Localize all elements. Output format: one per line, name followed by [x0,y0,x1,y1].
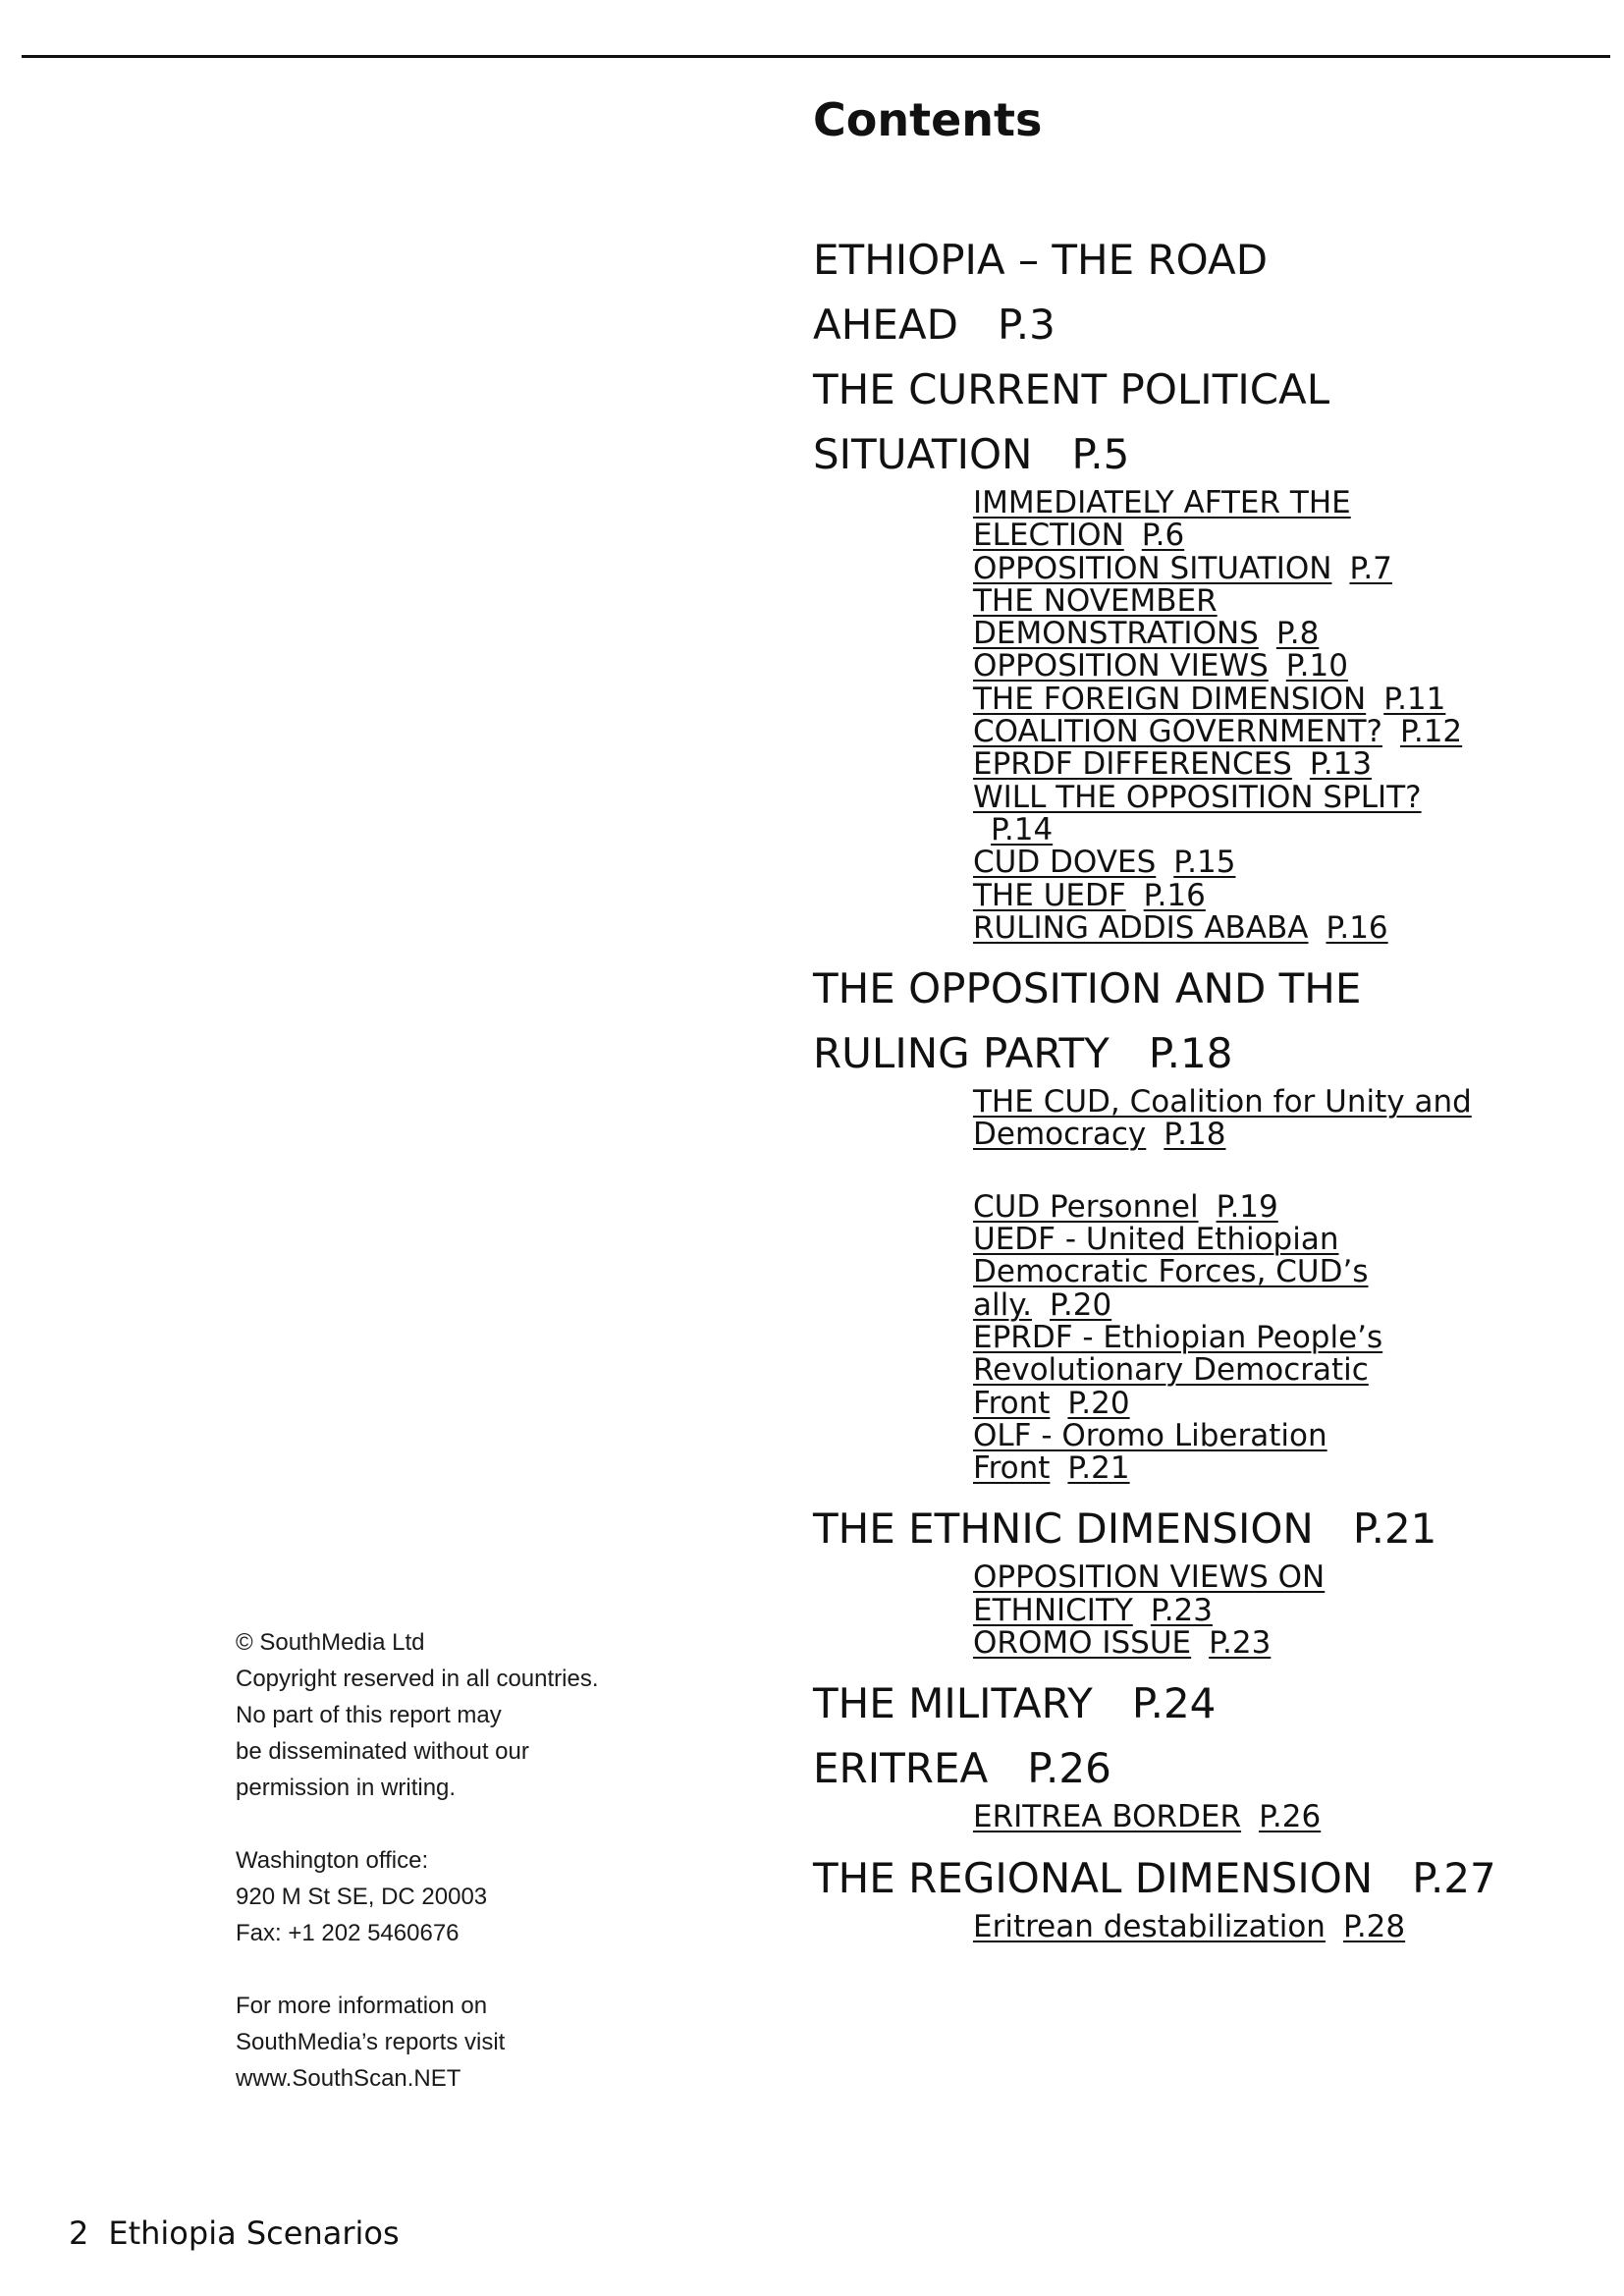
toc-subsection-label: THE FOREIGN DIMENSION [973,681,1367,717]
toc-subsection-page: P.10 [1285,648,1348,684]
info-block [236,1988,746,2097]
rights-line: Copyright reserved in all countries. [236,1666,599,1692]
toc-section-page: P.3 [997,301,1056,349]
toc-subsection-label: IMMEDIATELY AFTER THE ELECTION [973,485,1351,554]
toc-subsection-link[interactable] [973,582,1484,652]
toc-subsection-link[interactable] [973,748,1484,781]
toc-subsection-label: OPPOSITION SITUATION [973,550,1332,586]
toc-subsection-label: COALITION GOVERNMENT? [973,714,1382,750]
toc-subsection-link[interactable] [973,847,1484,879]
toc-subsection-link[interactable] [973,1908,1484,1944]
toc-subsection-link[interactable] [973,550,1484,586]
toc-subsection-label: RULING ADDIS ABABA [973,909,1309,946]
toc-subsection-label: THE CUD, Coalition for Unity and Democracy [973,1084,1472,1153]
toc-subsection-label: OPPOSITION VIEWS ON ETHNICITY [973,1559,1326,1628]
office-block [236,1842,746,1951]
toc-subsection-label: CUD DOVES [973,845,1157,881]
toc-subsection-page: P.20 [1050,1286,1112,1323]
rights-line: permission in writing. [236,1775,457,1801]
office-fax: Fax: +1 202 5460676 [236,1920,460,1946]
toc-subsection-label: EPRDF - Ethiopian People’s Revolutionary Democratic Front [973,1319,1383,1421]
toc-section-title: THE MILITARY [813,1679,1093,1728]
table-of-contents [813,228,1618,1955]
toc-subsection-page: P.26 [1259,1799,1322,1835]
toc-subsection-page: P.20 [1067,1385,1130,1421]
toc-subsection-label: CUD Personnel [973,1188,1199,1225]
toc-subsection-link[interactable] [973,1561,1484,1627]
toc-subsection-label: THE UEDF [973,877,1126,913]
toc-section[interactable] [813,1497,1500,1561]
copyright-line: © SouthMedia Ltd [236,1629,425,1656]
toc-subsection-link[interactable] [973,1086,1484,1152]
toc-subsection-list [813,1561,1618,1660]
toc-subsection-page: P.18 [1164,1117,1226,1153]
toc-subsection-page: P.6 [1141,518,1185,554]
toc-subsection-page: P.12 [1399,714,1463,750]
toc-subsection-label: OPPOSITION VIEWS [973,648,1269,684]
page-number: 2 [69,2214,89,2252]
toc-subsection-link[interactable] [973,487,1484,553]
toc-subsection-page: P.7 [1349,550,1392,586]
toc-subsection-page: P.11 [1383,681,1446,717]
toc-section-page: P.18 [1148,1029,1233,1078]
toc-subsection-list [813,1908,1618,1944]
toc-subsection-label: Eritrean destabilization [973,1908,1326,1944]
rights-line: No part of this report may [236,1702,502,1728]
toc-subsection-page: P.23 [1209,1625,1272,1662]
toc-subsection-label: EPRDF DIFFERENCES [973,746,1292,783]
toc-section-page: P.27 [1412,1853,1496,1902]
toc-section-page: P.26 [1027,1744,1111,1793]
toc-subsection-label: OROMO ISSUE [973,1625,1192,1662]
toc-subsection-page: P.28 [1342,1908,1406,1944]
toc-subsection-link[interactable] [973,1801,1484,1833]
toc-section[interactable] [813,357,1422,487]
toc-subsection-page: P.16 [1326,909,1388,946]
publisher-credits [236,1624,746,2133]
toc-subsection-label: UEDF - United Ethiopian Democratic Forces, CUD’s ally. [973,1222,1369,1323]
toc-section-title: THE REGIONAL DIMENSION [813,1853,1374,1902]
copyright-block [236,1624,746,1806]
toc-subsection-page: P.8 [1275,616,1320,652]
toc-subsection-page: P.13 [1309,746,1373,783]
toc-subsection-label: THE NOVEMBER DEMONSTRATIONS [973,582,1259,652]
toc-section-title: THE CURRENT POLITICAL SITUATION [813,365,1330,478]
office-label: Washington office: [236,1847,429,1874]
toc-section-page: P.5 [1071,430,1130,478]
toc-section-page: P.24 [1131,1679,1217,1728]
toc-subsection-link[interactable] [973,1417,1484,1487]
toc-section-title: ERITREA [813,1744,989,1793]
toc-subsection-list [813,1801,1618,1833]
toc-subsection-label: OLF - Oromo Liberation Front [973,1417,1327,1487]
toc-section-page: P.21 [1352,1504,1437,1554]
toc-section-title: THE OPPOSITION AND THE RULING PARTY [813,964,1362,1078]
info-line: SouthMedia’s reports visit [236,2029,506,2055]
toc-subsection-page: P.19 [1216,1188,1278,1225]
toc-section[interactable] [813,1846,1500,1911]
toc-subsection-list [813,1086,1618,1485]
top-rule [22,55,1610,58]
toc-subsection-page: P.21 [1067,1450,1130,1487]
toc-subsection-link[interactable] [973,683,1484,716]
toc-section[interactable] [813,1736,1422,1801]
toc-subsection-link[interactable] [973,909,1484,946]
toc-subsection-link[interactable] [973,779,1484,847]
toc-subsection-link[interactable] [973,1188,1484,1225]
toc-subsection-link[interactable] [973,716,1484,748]
toc-section[interactable] [813,1671,1422,1736]
office-address: 920 M St SE, DC 20003 [236,1884,488,1910]
toc-subsection-page: P.16 [1143,877,1206,913]
website-link[interactable]: www.SouthScan.NET [236,2065,461,2092]
toc-spacer [813,1152,1618,1191]
publication-title: Ethiopia Scenarios [108,2214,400,2252]
toc-subsection-page: P.14 [991,811,1054,847]
toc-section-title: ETHIOPIA – THE ROAD AHEAD [813,236,1269,349]
toc-subsection-list [813,487,1618,945]
rights-line: be disseminated without our [236,1738,529,1765]
toc-subsection-label: ERITREA BORDER [973,1799,1242,1835]
toc-subsection-link[interactable] [973,1627,1484,1660]
toc-subsection-link[interactable] [973,1224,1484,1322]
toc-subsection-page: P.15 [1173,845,1236,881]
toc-subsection-page: P.23 [1150,1592,1213,1628]
toc-section-title: THE ETHNIC DIMENSION [813,1504,1314,1554]
toc-subsection-link[interactable] [973,877,1484,913]
page-footer [69,2214,400,2253]
toc-section[interactable] [813,957,1422,1086]
toc-subsection-link[interactable] [973,650,1484,683]
toc-subsection-label: WILL THE OPPOSITION SPLIT? [973,779,1422,815]
contents-heading: Contents [813,93,1043,146]
toc-section[interactable] [813,228,1422,357]
info-line: For more information on [236,1993,488,2019]
toc-subsection-link[interactable] [973,1319,1484,1421]
